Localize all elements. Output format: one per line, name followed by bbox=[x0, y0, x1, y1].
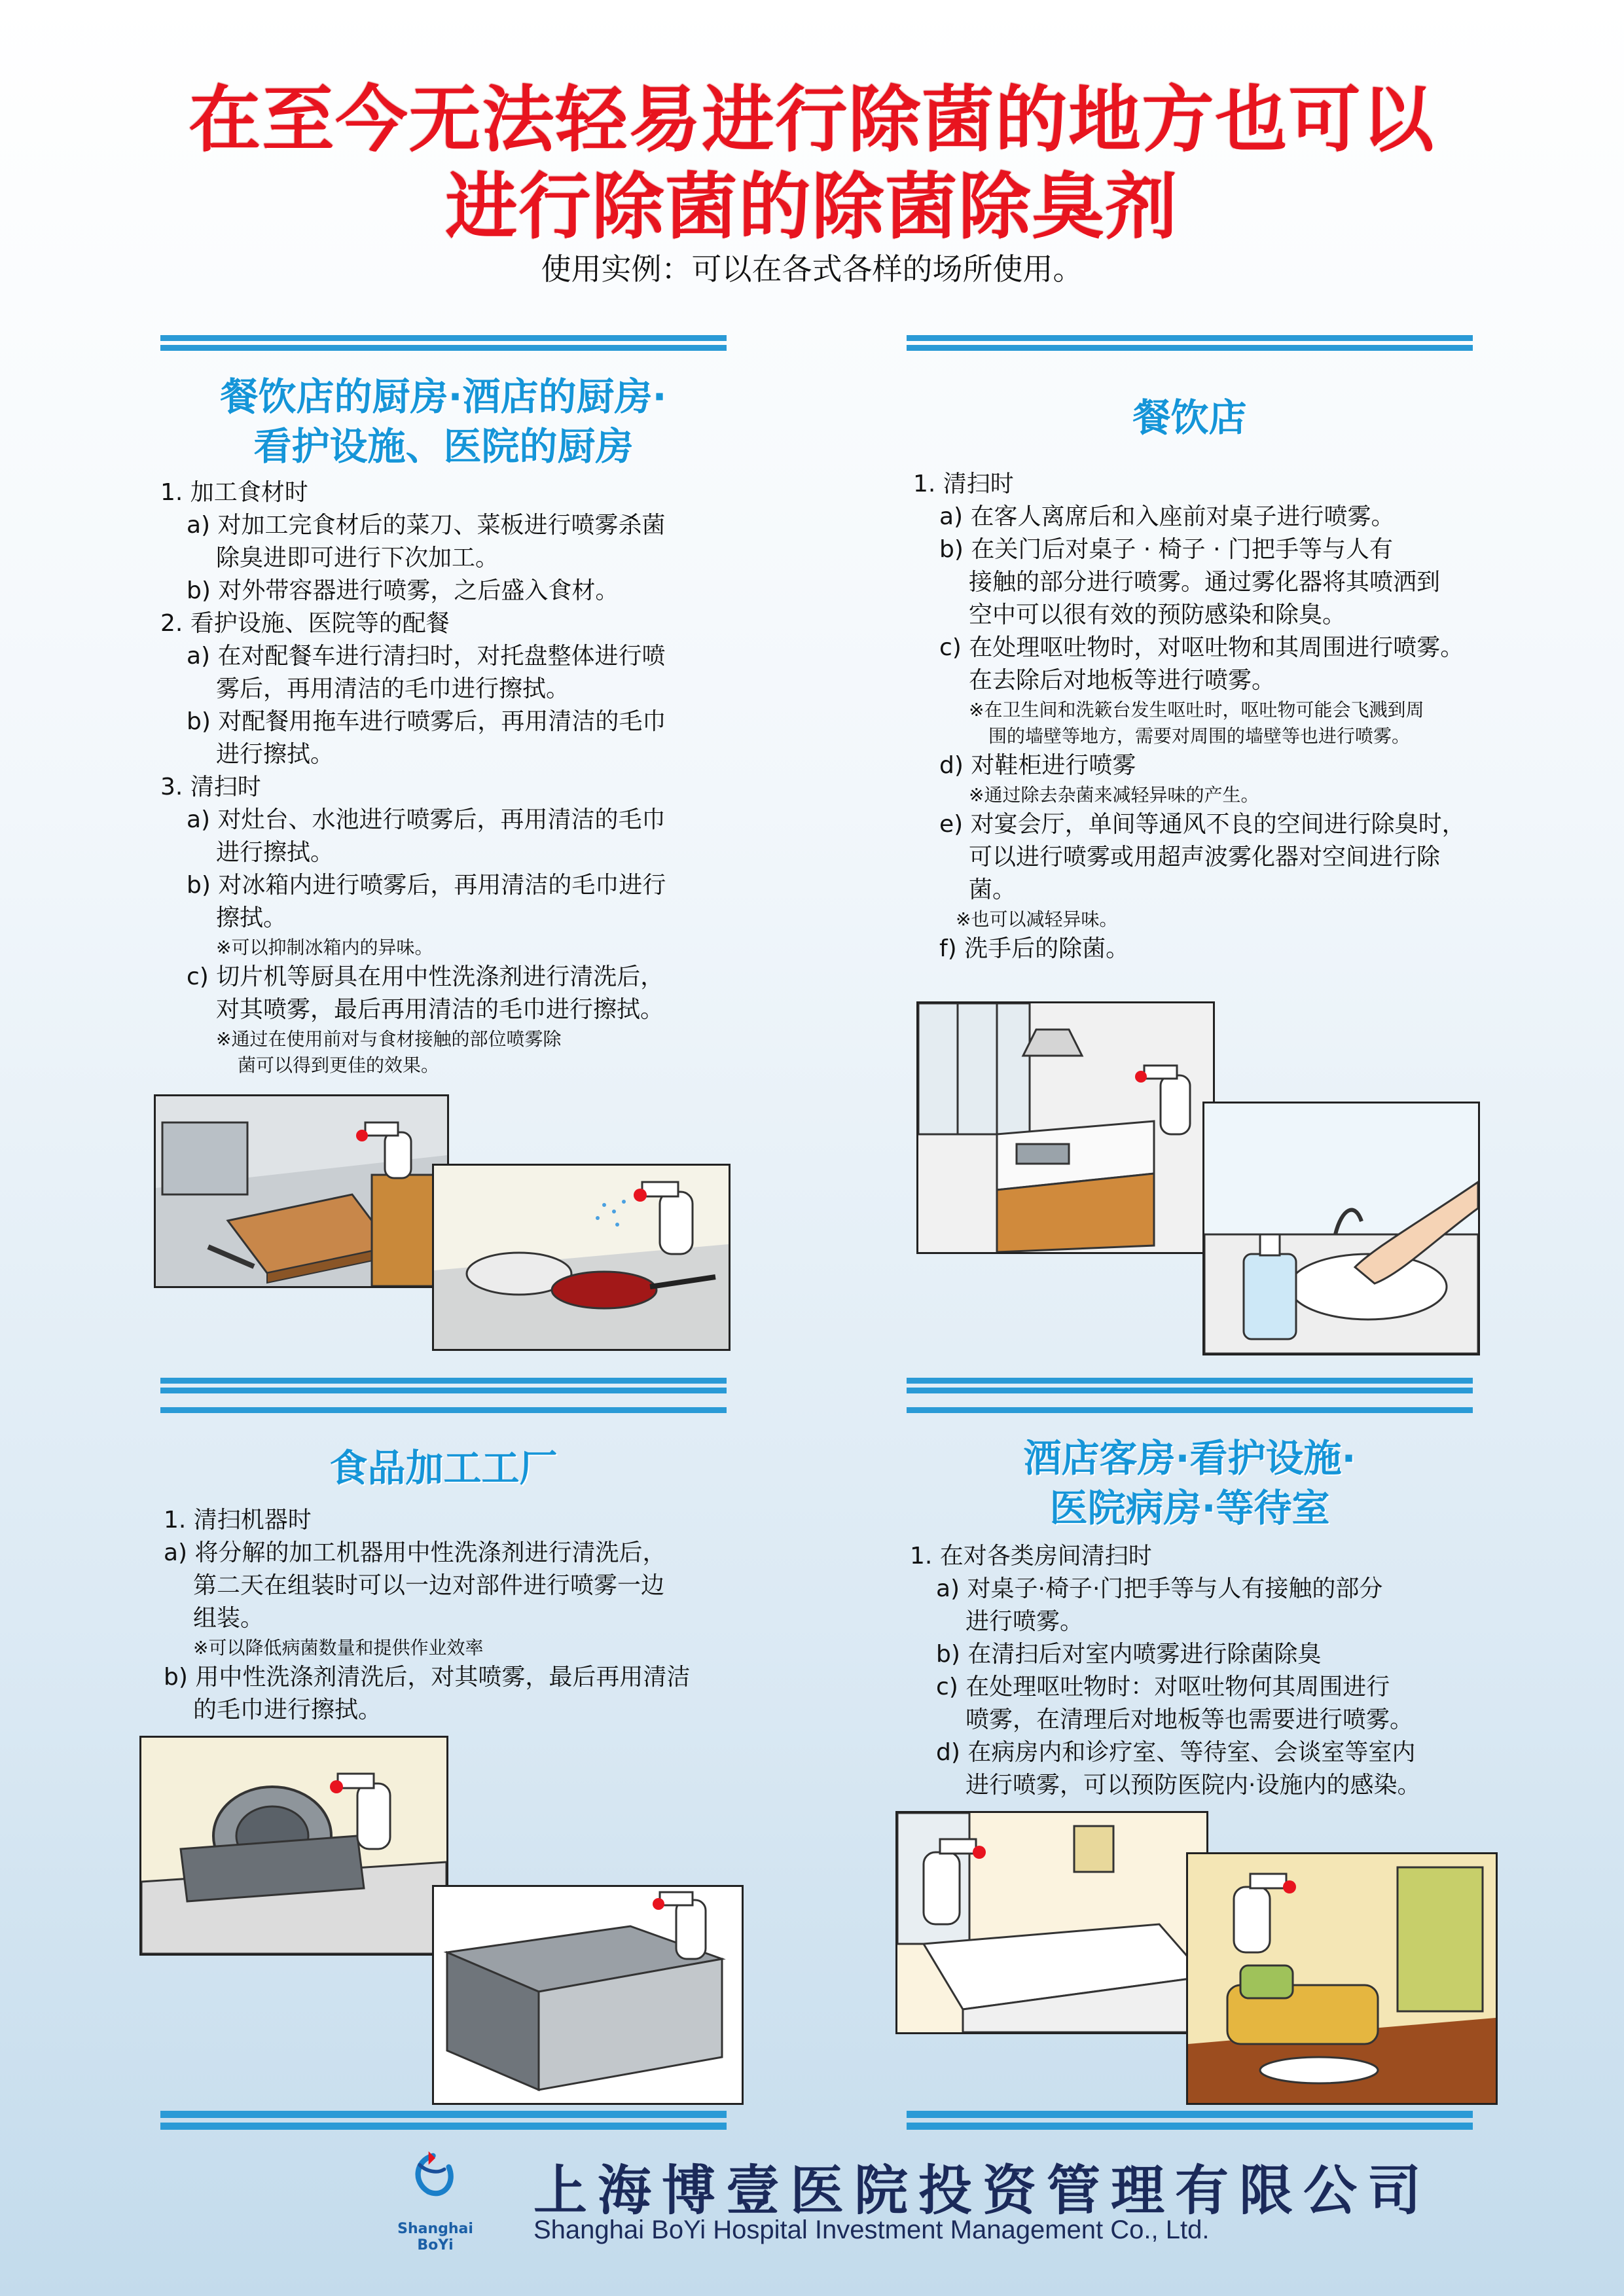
text-line: 的毛巾进行擦拭。 bbox=[193, 1696, 382, 1723]
text-line: 3. 清扫时 bbox=[160, 774, 261, 800]
text-line: a) 在客人离席后和入座前对桌子进行喷雾。 bbox=[939, 503, 1395, 530]
slicer-illustration bbox=[139, 1736, 448, 1956]
text-line: c) 在处理呕吐物时，对呕吐物和其周围进行喷雾。 bbox=[939, 634, 1464, 661]
text-line: a) 将分解的加工机器用中性洗涤剂进行清洗后， bbox=[164, 1539, 666, 1566]
text-line: 进行喷雾。 bbox=[965, 1608, 1084, 1635]
text-line: d) 对鞋柜进行喷雾 bbox=[939, 752, 1136, 779]
text-line: 1. 清扫时 bbox=[913, 471, 1014, 497]
logo-text: Shanghai BoYi bbox=[397, 2221, 473, 2253]
hotel-body bbox=[910, 1540, 1486, 1802]
text-line: e) 对宴会厅，单间等通风不良的空间进行除臭时， bbox=[939, 811, 1466, 838]
main-title-line1: 在至今无法轻易进行除菌的地方也可以 bbox=[189, 78, 1435, 162]
text-line: b) 对配餐用拖车进行喷雾后，再用清洁的毛巾 bbox=[187, 708, 666, 735]
handwash-illustration bbox=[1202, 1102, 1480, 1355]
text-line: d) 在病房内和诊疗室、等待室、会谈室等室内 bbox=[936, 1739, 1416, 1766]
text-line: c) 切片机等厨具在用中性洗涤剂进行清洗后， bbox=[187, 963, 664, 990]
text-line: 进行擦拭。 bbox=[216, 741, 334, 768]
text-line: b) 对外带容器进行喷雾，之后盛入食材。 bbox=[187, 577, 619, 604]
company-name-cn: 上海博壹医院投资管理有限公司 bbox=[533, 2159, 1432, 2222]
text-line: 接触的部分进行喷雾。通过雾化器将其喷洒到 bbox=[969, 569, 1441, 596]
text-line: 1. 清扫机器时 bbox=[164, 1507, 312, 1534]
text-line: 对其喷雾，最后再用清洁的毛巾进行擦拭。 bbox=[216, 996, 664, 1023]
text-line: a) 对桌子·椅子·门把手等与人有接触的部分 bbox=[936, 1575, 1383, 1602]
kitchen-section-title bbox=[151, 372, 736, 471]
note-text: ※可以降低病菌数量和提供作业效率 bbox=[193, 1637, 484, 1659]
kitchen-title-line2: 看护设施、医院的厨房 bbox=[253, 424, 634, 469]
text-line: 组装。 bbox=[193, 1605, 264, 1632]
note-text: ※在卫生间和洗簌台发生呕吐时，呕吐物可能会飞溅到周 bbox=[969, 699, 1424, 721]
frying-pan-illustration bbox=[432, 1164, 731, 1351]
text-line: a) 在对配餐车进行清扫时，对托盘整体进行喷 bbox=[187, 643, 666, 670]
subtitle: 使用实例：可以在各式各样的场所使用。 bbox=[541, 251, 1083, 287]
text-line: a) 对灶台、水池进行喷雾后，再用清洁的毛巾 bbox=[187, 806, 666, 833]
section-divider bbox=[907, 2111, 1473, 2136]
note-text: ※也可以减轻异味。 bbox=[956, 908, 1118, 930]
restaurant-body bbox=[913, 468, 1489, 965]
note-text: 菌可以得到更佳的效果。 bbox=[238, 1054, 440, 1076]
text-line: f) 洗手后的除菌。 bbox=[939, 935, 1130, 962]
restaurant-section-title: 餐饮店 bbox=[1132, 395, 1247, 440]
text-line: c) 在处理呕吐物时：对呕吐物何其周围进行 bbox=[936, 1674, 1390, 1700]
kitchen-title-line1: 餐饮店的厨房·酒店的厨房· bbox=[220, 374, 667, 419]
kitchen-body bbox=[160, 476, 736, 1079]
restaurant-kitchen-illustration bbox=[916, 1001, 1215, 1254]
text-line: 可以进行喷雾或用超声波雾化器对空间进行除 bbox=[969, 844, 1441, 870]
hotel-section-title bbox=[897, 1433, 1483, 1533]
text-line: 进行擦拭。 bbox=[216, 839, 334, 866]
section-divider bbox=[160, 1378, 727, 1403]
hotel-title-line2: 医院病房·等待室 bbox=[1049, 1486, 1330, 1530]
text-line: b) 对冰箱内进行喷雾后，再用清洁的毛巾进行 bbox=[187, 872, 666, 899]
hotel-room-illustration bbox=[895, 1811, 1208, 2034]
note-text: ※通过除去杂菌来减轻异味的产生。 bbox=[969, 784, 1259, 806]
text-line: 第二天在组装时可以一边对部件进行喷雾一边 bbox=[193, 1572, 665, 1599]
text-line: b) 在清扫后对室内喷雾进行除菌除臭 bbox=[936, 1641, 1322, 1668]
factory-body bbox=[164, 1504, 740, 1727]
text-line: 1. 在对各类房间清扫时 bbox=[910, 1543, 1152, 1570]
cutting-board-illustration bbox=[154, 1094, 449, 1288]
text-line: a) 对加工完食材后的菜刀、菜板进行喷雾杀菌 bbox=[187, 512, 666, 539]
note-text: 围的墙壁等地方，需要对周围的墙壁等也进行喷雾。 bbox=[988, 725, 1411, 747]
waiting-room-illustration bbox=[1186, 1852, 1498, 2105]
section-divider bbox=[160, 1407, 727, 1432]
section-divider bbox=[160, 2111, 727, 2136]
company-name-en: Shanghai BoYi Hospital Investment Management Co., Ltd. bbox=[533, 2215, 1210, 2244]
text-line: 2. 看护设施、医院等的配餐 bbox=[160, 610, 450, 637]
sink-illustration bbox=[432, 1885, 744, 2105]
section-divider bbox=[160, 335, 727, 360]
text-line: 除臭进即可进行下次加工。 bbox=[216, 545, 499, 571]
text-line: 雾后，再用清洁的毛巾进行擦拭。 bbox=[216, 675, 570, 702]
text-line: b) 在关门后对桌子 · 椅子 · 门把手等与人有 bbox=[939, 536, 1394, 563]
text-line: 菌。 bbox=[969, 876, 1017, 903]
section-divider bbox=[907, 335, 1473, 360]
text-line: 进行喷雾，可以预防医院内·设施内的感染。 bbox=[965, 1772, 1421, 1799]
text-line: 1. 加工食材时 bbox=[160, 479, 308, 506]
section-divider bbox=[907, 1378, 1473, 1403]
text-line: 喷雾，在清理后对地板等也需要进行喷雾。 bbox=[965, 1706, 1414, 1733]
note-text: ※可以抑制冰箱内的异味。 bbox=[216, 937, 433, 958]
hotel-title-line1: 酒店客房·看护设施· bbox=[1023, 1436, 1356, 1480]
text-line: 在去除后对地板等进行喷雾。 bbox=[969, 667, 1276, 694]
main-title-line2: 进行除菌的除菌除臭剂 bbox=[445, 165, 1179, 249]
note-text: ※通过在使用前对与食材接触的部位喷雾除 bbox=[216, 1028, 562, 1050]
text-line: 空中可以很有效的预防感染和除臭。 bbox=[969, 601, 1346, 628]
section-divider bbox=[907, 1407, 1473, 1432]
text-line: 擦拭。 bbox=[216, 905, 287, 931]
text-line: b) 用中性洗涤剂清洗后，对其喷雾，最后再用清洁 bbox=[164, 1664, 691, 1691]
factory-section-title: 食品加工工厂 bbox=[329, 1446, 558, 1490]
